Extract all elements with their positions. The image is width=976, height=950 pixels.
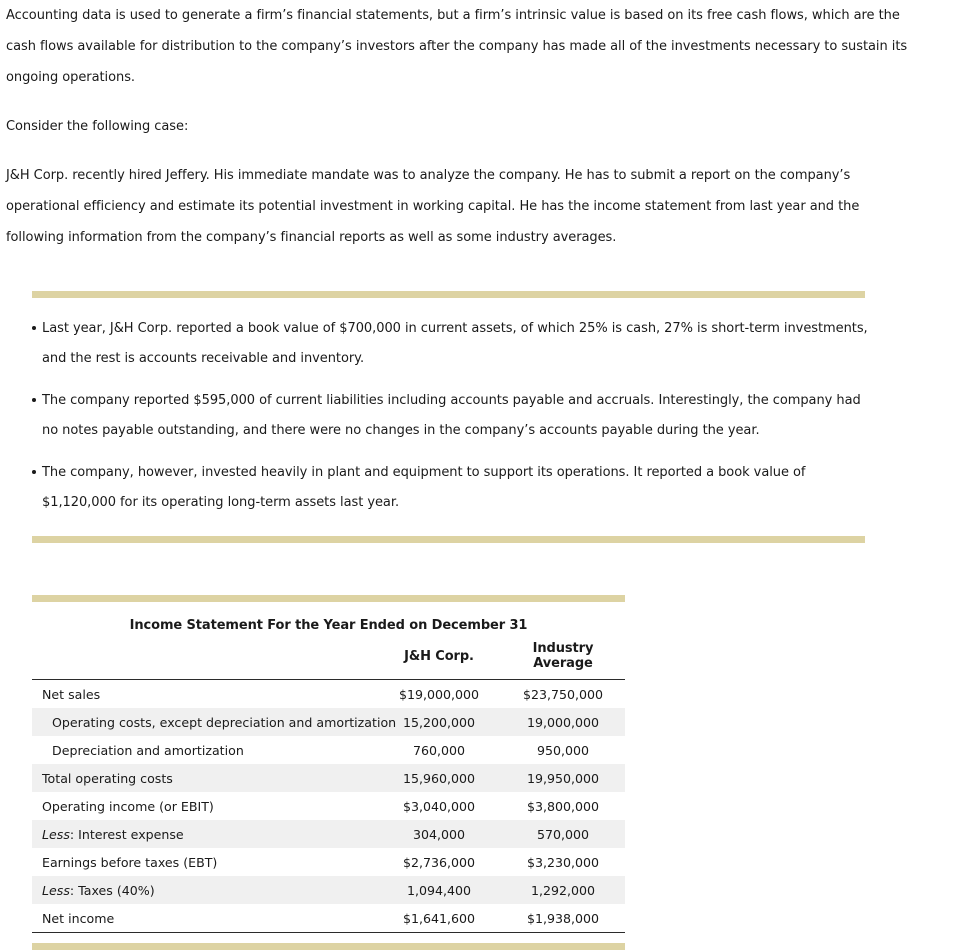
row-value-industry: $1,938,000 (501, 904, 625, 933)
row-value-industry: 1,292,000 (501, 876, 625, 904)
table-row (32, 792, 625, 820)
table-header-row (32, 641, 625, 680)
bullet-point-icon (32, 326, 36, 330)
intro-paragraph-1: Accounting data is used to generate a firm’s financial statements, but a firm’s intrinsic value is based on its free cash flows, which are the cash flows available for distribution to the company’s investors after the company has made all of the investments necessary to sustain its ongoing operations. (6, 8, 908, 85)
intro-paragraph-2: Consider the following case: (6, 119, 189, 134)
divider-statement-bottom (32, 943, 625, 950)
spacer-before-statement (0, 543, 976, 575)
income-statement-table (32, 641, 625, 933)
row-value-jh: 304,000 (377, 820, 501, 848)
list-item-text: Last year, J&H Corp. reported a book value of $700,000 in current assets, of which 25% is cash, 27% is short-term investments, and the rest is accounts receivable and inventory. (42, 321, 868, 366)
less-prefix: Less (42, 826, 70, 842)
table-row (32, 764, 625, 792)
list-item (0, 314, 976, 374)
row-value-jh: $2,736,000 (402, 854, 476, 870)
row-label: Operating costs, except depreciation and amortization (32, 708, 377, 736)
income-statement-section (32, 602, 625, 933)
income-statement-title: Income Statement For the Year Ended on December 31 (129, 618, 528, 633)
row-label: Net sales (42, 686, 101, 702)
divider-top (32, 291, 865, 298)
spacer-before-statement-2 (0, 575, 976, 595)
row-label: Less: Interest expense (32, 820, 377, 848)
table-body (32, 680, 625, 933)
bullet-point-icon (32, 398, 36, 402)
row-value-industry: 570,000 (501, 820, 625, 848)
facts-list (0, 314, 976, 518)
list-item-text: The company reported $595,000 of current liabilities including accounts payable and accruals. Interestingly, the company had no notes payable outstanding, and there were no changes in the company’s accounts payable during the year. (42, 393, 861, 438)
table-row (32, 680, 625, 709)
spacer-before-facts (0, 253, 976, 291)
table-row (32, 848, 625, 876)
spacer-before-statement-bottom-divider (0, 933, 976, 943)
column-header-industry-average: Industry Average (501, 641, 625, 680)
row-label: Less: Taxes (40%) (32, 876, 377, 904)
row-value-jh: $1,641,600 (377, 904, 501, 933)
row-label: Net income (32, 904, 377, 933)
row-value-industry: 19,950,000 (501, 764, 625, 792)
row-label: Total operating costs (32, 764, 377, 792)
row-label: Operating income (or EBIT) (42, 798, 214, 814)
intro-section (0, 0, 976, 253)
bullet-point-icon (32, 470, 36, 474)
row-value-industry: $3,230,000 (526, 854, 600, 870)
row-value-jh: $3,040,000 (402, 798, 476, 814)
row-value-industry: 19,000,000 (501, 708, 625, 736)
list-item-text: The company, however, invested heavily in plant and equipment to support its operations. It reported a book value of $1,120,000 for its operating long-term assets last year. (42, 465, 806, 510)
row-value-jh: 15,200,000 (377, 708, 501, 736)
list-item (0, 458, 976, 518)
column-header-label (32, 641, 377, 680)
row-value-industry: 950,000 (536, 742, 590, 758)
spacer-before-bottom-divider (0, 518, 976, 536)
table-row (32, 736, 625, 764)
row-value-jh: $19,000,000 (398, 686, 480, 702)
list-item (0, 386, 976, 446)
less-prefix: Less (42, 882, 70, 898)
table-head (32, 641, 625, 680)
row-value-jh: 1,094,400 (377, 876, 501, 904)
row-label: Depreciation and amortization (52, 742, 244, 758)
row-value-industry: $23,750,000 (522, 686, 604, 702)
row-label: Earnings before taxes (EBT) (42, 854, 218, 870)
column-header-jh-corp: J&H Corp. (377, 641, 501, 680)
table-row (32, 708, 625, 736)
table-row (32, 820, 625, 848)
divider-facts-bottom (32, 536, 865, 543)
row-value-industry: $3,800,000 (526, 798, 600, 814)
intro-paragraph-3: J&H Corp. recently hired Jeffery. His immediate mandate was to analyze the company. He has to submit a report on the company’s operational efficiency and estimate its potential investment in working capital. He has the income statement from last year and the following information from the company’s financial reports as well as some industry averages. (6, 168, 860, 245)
row-value-jh: 15,960,000 (377, 764, 501, 792)
row-value-jh: 760,000 (412, 742, 466, 758)
divider-statement-top (32, 595, 625, 602)
spacer-after-top-divider (0, 298, 976, 314)
table-row (32, 904, 625, 933)
table-row (32, 876, 625, 904)
